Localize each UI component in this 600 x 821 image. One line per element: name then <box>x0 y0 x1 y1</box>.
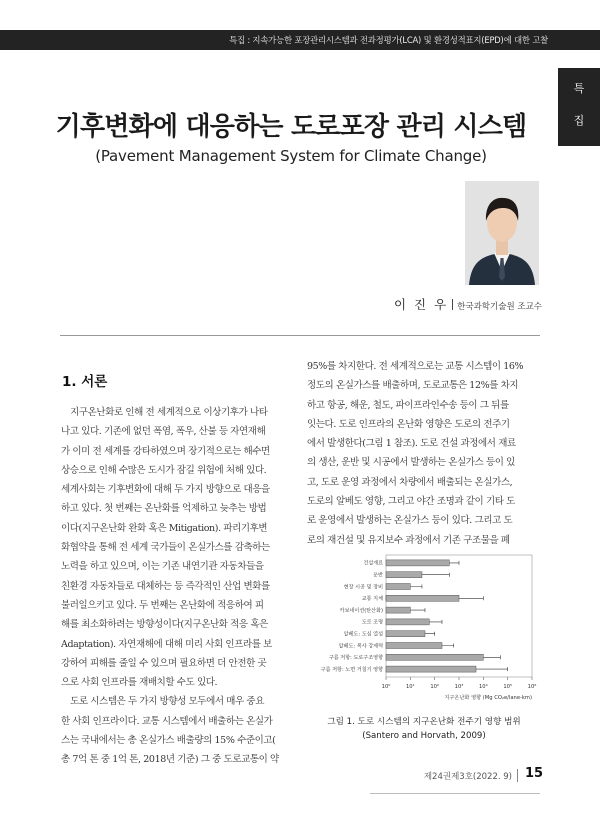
x-tick-label: 10⁵ <box>503 684 513 690</box>
body-text-line: 나고 있다. 기존에 없던 폭염, 폭우, 산불 등 자연재해 <box>61 426 266 438</box>
article-subtitle: (Pavement Management System for Climate Change) <box>95 147 487 165</box>
issue-label: 제24권제3호(2022. 9) <box>423 772 512 782</box>
x-tick-label: 10² <box>430 684 440 690</box>
author-affiliation: 한국과학기술원 조교수 <box>457 302 542 312</box>
figure-caption <box>307 715 541 743</box>
category-label: 교통 지체 <box>361 596 383 603</box>
data-bar <box>386 654 483 660</box>
gwp-range-chart <box>306 551 540 710</box>
banner-text: 특집 : 지속가능한 포장관리시스템과 전과정평가(LCA) 및 환경성적표지(EPD)에 대한 고찰 <box>229 35 548 45</box>
body-text-line: 도로의 알베도 영향, 그리고 야간 조명과 같이 기타 도 <box>307 496 515 508</box>
data-bar <box>386 584 410 590</box>
data-bar <box>386 666 476 672</box>
body-text-line: 고, 도로 운영 과정에서 차량에서 배출되는 온실가스, <box>307 476 513 488</box>
figure-caption-source: (Santero and Horvath, 2009) <box>362 731 486 741</box>
author-name: 이 진 우 <box>393 297 449 312</box>
body-column-right <box>307 357 539 550</box>
body-text-line: 강하여 피해를 줄일 수 있으며 필요하면 더 안전한 곳 <box>61 657 267 669</box>
title-divider <box>60 335 540 336</box>
data-bar <box>386 631 425 637</box>
category-label: 운반 <box>373 572 383 579</box>
author-photo <box>465 181 539 285</box>
section-heading: 1. 서론 <box>62 374 108 390</box>
body-text-line: 95%를 차지한다. 전 세계적으로는 교통 시스템이 16% <box>307 361 524 372</box>
data-bar <box>386 643 442 649</box>
category-label: 알베도: 복사 강제력 <box>338 643 383 650</box>
body-text-line: 으로 사회 인프라를 재배치할 수도 있다. <box>61 677 218 689</box>
body-text-line: 노력을 하고 있으며, 이는 기존 내연기관 자동차들을 <box>61 561 264 573</box>
body-text-line: 총 7억 톤 중 1억 톤, 2018년 기준) 그 중 도로교통이 약 <box>61 754 279 766</box>
category-label: 구름 저항: 노면 거칠기 영향 <box>320 666 383 673</box>
byline-divider <box>452 299 453 310</box>
category-label: 구름 저항: 도로구조영향 <box>328 655 383 662</box>
category-label: 도로 조명 <box>361 619 383 626</box>
x-axis-label: 지구온난화 영향 (Mg CO₂e/lane-km) <box>444 695 532 701</box>
body-text-line: 로 운영에서 발생하는 온실가스 등이 있다. 그리고 도 <box>307 515 513 527</box>
body-text-line: Adaptation). 자연재해에 대해 미리 사회 인프라를 보 <box>61 638 272 650</box>
x-tick-label: 10⁶ <box>527 684 537 690</box>
body-text-line: 지구온난화로 인해 전 세계적으로 이상기후가 나타 <box>61 407 268 418</box>
section-tab-char: 특 <box>573 82 585 95</box>
author-portrait-image <box>465 181 539 285</box>
category-label: 카보네이션(탄산화) <box>339 607 383 614</box>
header-banner <box>0 30 600 50</box>
figure-caption-title: 그림 1. 도로 시스템의 지구온난화 전주기 영향 범위 <box>327 717 521 727</box>
body-text-line: 상승으로 인해 수많은 도시가 잠길 위험에 처해 있다. <box>61 464 267 476</box>
footer-divider <box>370 793 540 794</box>
data-bar <box>386 595 459 601</box>
body-text-line: 잇는다. 도로 인프라의 온난화 영향은 도로의 전주기 <box>307 418 510 430</box>
data-bar <box>386 560 449 566</box>
body-text-line: 한 사회 인프라이다. 교통 시스템에서 배출하는 온실가 <box>61 715 273 727</box>
data-bar <box>386 619 429 625</box>
body-text-line: 스는 국내에서는 총 온실가스 배출량의 15% 수준이고( <box>61 735 276 747</box>
body-text-line: 에서 발생한다(그림 1 참조). 도로 건설 과정에서 재료 <box>307 438 516 450</box>
body-text-line: 화협약을 통해 전 세계 국가들이 온실가스를 감축하는 <box>61 542 270 554</box>
body-text-line: 가 이미 전 세계를 강타하였으며 장기적으로는 해수면 <box>61 445 270 457</box>
x-tick-label: 10¹ <box>405 684 415 690</box>
body-text-line: 불러일으키고 있다. 두 번째는 온난화에 적응하여 피 <box>61 599 264 611</box>
body-text-line: 정도의 온실가스를 배출하며, 도로교통은 12%를 차지 <box>307 380 519 392</box>
category-label: 건설재료 <box>363 560 383 567</box>
body-text-line: 친환경 자동차들로 대체하는 등 즉각적인 산업 변화를 <box>61 580 270 592</box>
footer-separator <box>517 769 518 782</box>
x-tick-label: 10³ <box>454 684 464 690</box>
data-bar <box>386 607 410 613</box>
body-text-line: 하고 있다. 첫 번째는 온난화를 억제하고 늦추는 방법 <box>61 503 267 515</box>
author-byline <box>394 295 542 313</box>
body-text-line: 하고 항공, 해운, 철도, 파이프라인수송 등이 그 뒤를 <box>307 399 509 411</box>
section-tab-char: 집 <box>573 114 585 127</box>
body-text-line: 이다(지구온난화 완화 혹은 Mitigation). 파리기후변 <box>61 522 268 534</box>
x-tick-label: 10⁰ <box>381 684 391 690</box>
category-label: 알베도: 도심 열섬 <box>343 631 383 638</box>
category-label: 현장 시공 및 장비 <box>343 584 383 591</box>
body-text-line: 해를 최소화하려는 방향성이다(지구온난화 적응 혹은 <box>61 619 268 631</box>
body-text-line: 의 생산, 운반 및 시공에서 발생하는 온실가스 등이 있 <box>307 457 515 469</box>
body-text-line: 도로 시스템은 두 가지 방향성 모두에서 매우 중요 <box>61 696 264 708</box>
x-tick-label: 10⁴ <box>478 684 488 690</box>
body-column-left <box>61 403 293 770</box>
body-text-line: 로의 재건설 및 유지보수 과정에서 기존 구조물을 폐 <box>307 534 510 546</box>
article-title: 기후변화에 대응하는 도로포장 관리 시스템 <box>55 112 527 142</box>
body-text-line: 세계사회는 기후변화에 대해 두 가지 방향으로 대응을 <box>61 484 270 496</box>
page-number: 15 <box>525 766 544 781</box>
data-bar <box>386 572 422 578</box>
